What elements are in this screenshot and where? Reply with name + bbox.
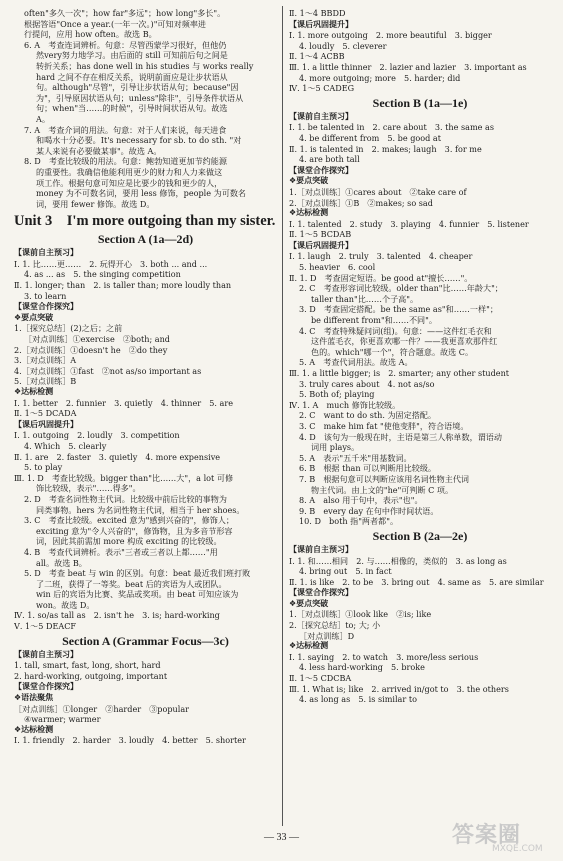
answer-line: 4. D 该句为一般现在时，主语是第三人称单数，谓语动: [299, 431, 502, 442]
answer-line: 2. D 考查名词性物主代词。比较级中前后比较的事物为: [24, 493, 227, 504]
section-subheading: 【课堂合作探究】: [289, 165, 353, 175]
section-title: Section B (2a—2e): [372, 528, 468, 543]
answer-line: 2. C want to do sth. 为固定搭配。: [299, 410, 437, 421]
answer-line: 5. to play: [24, 462, 63, 473]
section-subheading: 【课前自主预习】: [289, 111, 353, 121]
answer-line: Ⅰ. 1. laugh 2. truly 3. talented 4. cheaper: [289, 251, 473, 262]
answer-line: Ⅱ. 1. is like 2. to be 3. bring out 4. same as 5. are similar: [289, 576, 544, 587]
answer-line: Ⅳ. 1～5 CADEG: [289, 83, 355, 94]
answer-line: ［对点训练］①longer ②harder ③popular: [14, 703, 190, 714]
answer-line: Ⅱ. 1～4 BBDD: [289, 8, 346, 18]
right-column: [289, 8, 551, 705]
answer-line: 4. as long as 5. is similar to: [299, 694, 417, 705]
answer-line: 4. more outgoing; more 5. harder; did: [299, 72, 461, 83]
answer-line: 4. be different from 5. be good at: [299, 132, 441, 143]
answer-line: Ⅲ. 1. D 考查比较级。bigger than"比……大"，a lot 可修: [14, 472, 234, 483]
answer-line: 6. A 考查连词辨析。句意：尽管西蒙学习很好，但他仍: [24, 39, 227, 50]
answer-line: Ⅱ. 1～5 CDCBA: [289, 673, 352, 684]
answer-line: win 后的宾语为比赛、奖品或奖项。由 beat 可知应该为: [36, 589, 239, 600]
answer-line: 4. less hard-working 5. broke: [299, 662, 425, 673]
section-subheading: 【课前自主预习】: [14, 248, 78, 258]
answer-line: 词，因此其前需加 more 构成 exciting 的比较级。: [36, 536, 222, 547]
answer-line: 这件蓝毛衣，你更喜欢哪一件？——我更喜欢那件红: [311, 336, 498, 347]
answer-line: Ⅲ. 1. a little bigger; is 2. smarter; any other student: [289, 368, 510, 378]
topic-label: ❖要点突破: [289, 176, 329, 186]
section-title: Section A (Grammar Focus—3c): [62, 633, 229, 648]
answer-line: 4. Which 5. clearly: [24, 440, 107, 451]
answer-line: 1.［对点训练］①look like ②is; like: [289, 609, 432, 620]
section-subheading: 【课后巩固提升】: [14, 419, 78, 429]
answer-line: Ⅱ. 1. is talented in 2. makes; laugh 3. for me: [289, 143, 482, 154]
answer-line: Ⅱ. 1. D 考查固定短语。be good at"擅长……"。: [289, 272, 473, 283]
answer-line: 2.［对点训练］①doesn't he ②do they: [14, 344, 168, 355]
topic-label: ❖要点突破: [289, 598, 329, 608]
answer-line: 4. B 考查代词辨析。表示"三者或三者以上都……"用: [24, 546, 218, 557]
answer-line: 2. hard-working, outgoing, important: [14, 670, 168, 681]
section-subheading: 【课后巩固提升】: [289, 19, 353, 29]
answer-line: 3.［对点训练］A: [14, 355, 77, 366]
section-subheading: 【课堂合作探究】: [289, 588, 353, 598]
answer-line: 转折关系；has done well in his studies 与 works really: [36, 60, 254, 71]
answer-line: Ⅱ. 1～5 BCDAB: [289, 229, 352, 240]
answer-line: 行提问，应用 how often。故选 B。: [24, 29, 157, 40]
topic-label: ❖达标检测: [14, 724, 54, 734]
answer-line: 1.［对点训练］①cares about ②take care of: [289, 186, 467, 197]
answer-line: 句；when"当……的时候"，引导时间状语从句。故选: [36, 103, 228, 114]
answer-line: Ⅱ. 1～4 ACBB: [289, 51, 345, 62]
answer-line: hard 之间不存在相反关系，说明前面应是让步状语从: [36, 71, 228, 82]
answer-line: 3. C 考查比较级。excited 意为"感到兴奋的"，修饰人；: [24, 515, 234, 526]
answer-line: be different from"和……不同"。: [311, 315, 437, 326]
answer-line: exciting 意为"令人兴奋的"，修饰物，且为多音节形容: [36, 525, 233, 536]
answer-line: Ⅲ. 1. What is; like 2. arrived in/got to 3. the others: [289, 683, 509, 694]
answer-line: Ⅰ. 1. talented 2. study 3. playing 4. funnier 5. listener: [289, 218, 529, 229]
answer-line: 10. D both 指"两者都"。: [299, 516, 399, 527]
answer-line: Ⅱ. 1. longer; than 2. is taller than; more loudly than: [14, 280, 232, 291]
section-title: Section A (1a—2d): [97, 232, 194, 247]
answer-line: 3. truly cares about 4. not as/so: [299, 378, 435, 389]
answer-line: 4. are both tall: [299, 154, 360, 165]
unit-title: Unit 3 I'm more outgoing than my sister.: [14, 213, 276, 230]
answer-line: 4. bring out 5. in fact: [299, 566, 392, 577]
answer-line: 2.［探究总结］to; 大; 小: [289, 620, 381, 631]
answer-line: Ⅳ. 1. so/as tall as 2. isn't he 3. is; hard-working: [14, 610, 220, 621]
answer-line: 7. B 根据句意可以判断应该用名词性物主代词: [299, 473, 470, 484]
watermark-logo: [452, 818, 558, 858]
answer-line: 4. loudly 5. cleverer: [299, 40, 387, 51]
answer-line: 根据答语"Once a year.(一年一次。)"可知对频率进: [24, 18, 207, 29]
answer-line: 1.［探究总结］(2)之后；之前: [14, 323, 123, 334]
answer-line: Ⅰ. 1. 和……相同 2. 与……相像的，类似的 3. as long as: [289, 555, 507, 566]
section-subheading: 【课前自主预习】: [289, 544, 353, 554]
answer-line: 6. B 根据 than 可以判断用比较级。: [299, 463, 437, 474]
answer-line: 同类事物。hers 为名词性物主代词，相当于 her shoes。: [36, 504, 245, 515]
answer-line: Ⅰ. 1. friendly 2. harder 3. loudly 4. better 5. shorter: [14, 735, 246, 746]
answer-line: 和喝水十分必要。It's necessary for sb. to do sth. "对: [36, 135, 242, 146]
answer-line: Ⅰ. 1. saying 2. to watch 3. more/less serious: [289, 651, 479, 662]
page-number: — 33 —: [264, 832, 299, 843]
answer-line: ④warmer; warmer: [24, 714, 101, 725]
answer-line: 5. heavier 6. cool: [299, 262, 376, 273]
watermark-text: 答案圈: [452, 823, 522, 848]
answer-line: Ⅰ. 1. outgoing 2. loudly 3. competition: [14, 430, 180, 441]
section-title: Section B (1a—1e): [372, 95, 468, 110]
answer-line: ［对点训练］①exercise ②both; and: [24, 334, 170, 345]
answer-line: 的重要性。我确信他能利用更少的财力和人力来做这: [36, 166, 223, 177]
answer-line: 4. C 考查特殊疑问词(组)。句意：——这件红毛衣和: [299, 325, 492, 336]
answer-line: 物主代词。由上文的"he"可判断 C 项。: [311, 484, 454, 495]
answer-line: 为"，引导原因状语从句；unless"除非"，引导条件状语从: [36, 92, 244, 103]
answer-line: 某人来说有必要做某事"。故选 A。: [36, 145, 162, 156]
answer-line: won。故选 D。: [36, 599, 95, 610]
answer-line: 5. D 考查 beat 与 win 的区别。句意：beat 最近我们班打败: [24, 568, 251, 579]
watermark-url: MXQE.COM: [492, 844, 543, 854]
answer-line: A。: [36, 113, 50, 124]
answer-line: 4.［对点训练］①fast ②not as/so important as: [14, 365, 202, 376]
answer-line: 2.［对点训练］①B ②makes; so sad: [289, 197, 433, 208]
answer-line: 2. C 考查形容词比较级。older than"比……年龄大"；: [299, 283, 503, 294]
answer-line: Ⅱ. 1～5 DCADA: [14, 408, 77, 419]
answer-line: ［对点训练］D: [299, 630, 355, 641]
answer-line: 3. C make him fat "使他变胖"，符合语境。: [299, 420, 469, 431]
answer-line: Ⅴ. 1～5 DEACF: [14, 621, 77, 632]
left-column: [14, 8, 277, 746]
answer-line: 句。although"尽管"，引导让步状语从句；because"因: [36, 82, 239, 93]
topic-label: ❖达标检测: [289, 208, 329, 218]
section-subheading: 【课堂合作探究】: [14, 682, 78, 692]
answer-line: taller than"比……个子高"。: [311, 293, 419, 304]
answer-line: 5. A 考查代词用法。故选 A。: [299, 357, 413, 368]
answer-line: 色的。which"哪一个"，符合题意。故选 C。: [311, 346, 474, 357]
answer-line: Ⅱ. 1. are 2. faster 3. quietly 4. more expensive: [14, 451, 221, 462]
answer-line: 8. A also 用于句中，表示"也"。: [299, 495, 423, 506]
topic-label: ❖要点突破: [14, 312, 54, 322]
answer-line: all。故选 B。: [36, 557, 87, 568]
topic-label: ❖达标检测: [14, 387, 54, 396]
answer-line: Ⅳ. 1. A much 修饰比较级。: [289, 399, 401, 410]
answer-line: 词用 plays。: [311, 442, 360, 453]
answer-line: 3. to learn: [24, 290, 67, 301]
answer-line: 5. Both of; playing: [299, 389, 375, 400]
answer-line: Ⅲ. 1. a little thinner 2. lazier and lazier 3. important as: [289, 61, 527, 72]
answer-line: 项工作。根据句意可知应是比要少的钱和更少的人，: [36, 177, 223, 188]
answer-line: 4. as ... as 5. the singing competition: [24, 269, 181, 280]
answer-line: Ⅰ. 1. 比……更…… 2. 玩得开心 3. both ... and ...: [14, 258, 208, 269]
answer-line: 然very努力地学习。由后面的 still 可知前后句之间是: [36, 50, 228, 61]
answer-line: 9. B every day 在句中作时间状语。: [299, 505, 439, 516]
section-subheading: 【课堂合作探究】: [14, 302, 78, 312]
answer-line: 5. A 表示"五千米"用基数词。: [299, 452, 412, 463]
answer-line: 7. A 考查介词的用法。句意：对于人们来说，每天进食: [24, 124, 227, 135]
answer-line: money 为不可数名词，要用 less 修饰，people 为可数名: [36, 188, 247, 199]
answer-line: 了二班，获得了一等奖。beat 后的宾语为人或团队。: [36, 578, 227, 589]
topic-label: ❖达标检测: [289, 641, 329, 651]
answer-line: Ⅰ. 1. better 2. funnier 3. quietly 4. thinner 5. are: [14, 397, 234, 408]
section-subheading: 【课后巩固提升】: [289, 240, 353, 250]
answer-line: Ⅰ. 1. more outgoing 2. more beautiful 3. bigger: [289, 30, 492, 41]
answer-line: 5.［对点训练］B: [14, 376, 77, 387]
answer-line: 词，要用 fewer 修饰。故选 D。: [36, 198, 155, 209]
answer-line: Ⅰ. 1. be talented in 2. care about 3. the same as: [289, 122, 494, 133]
column-divider: [282, 6, 283, 826]
answer-line: 8. D 考查比较级的用法。句意：鲍勃知道更加节约能源: [24, 156, 227, 167]
topic-label: ❖语法聚焦: [14, 693, 54, 703]
answer-line: often"多久一次"；how far"多远"；how long"多长"。: [24, 8, 226, 18]
section-subheading: 【课前自主预习】: [14, 649, 78, 659]
answer-line: 3. D 考查固定搭配。be the same as"和……一样"；: [299, 304, 498, 315]
answer-line: 1. tall, smart, fast, long, short, hard: [14, 660, 161, 671]
answer-line: 饰比较级，表示"……得多"。: [36, 483, 141, 494]
